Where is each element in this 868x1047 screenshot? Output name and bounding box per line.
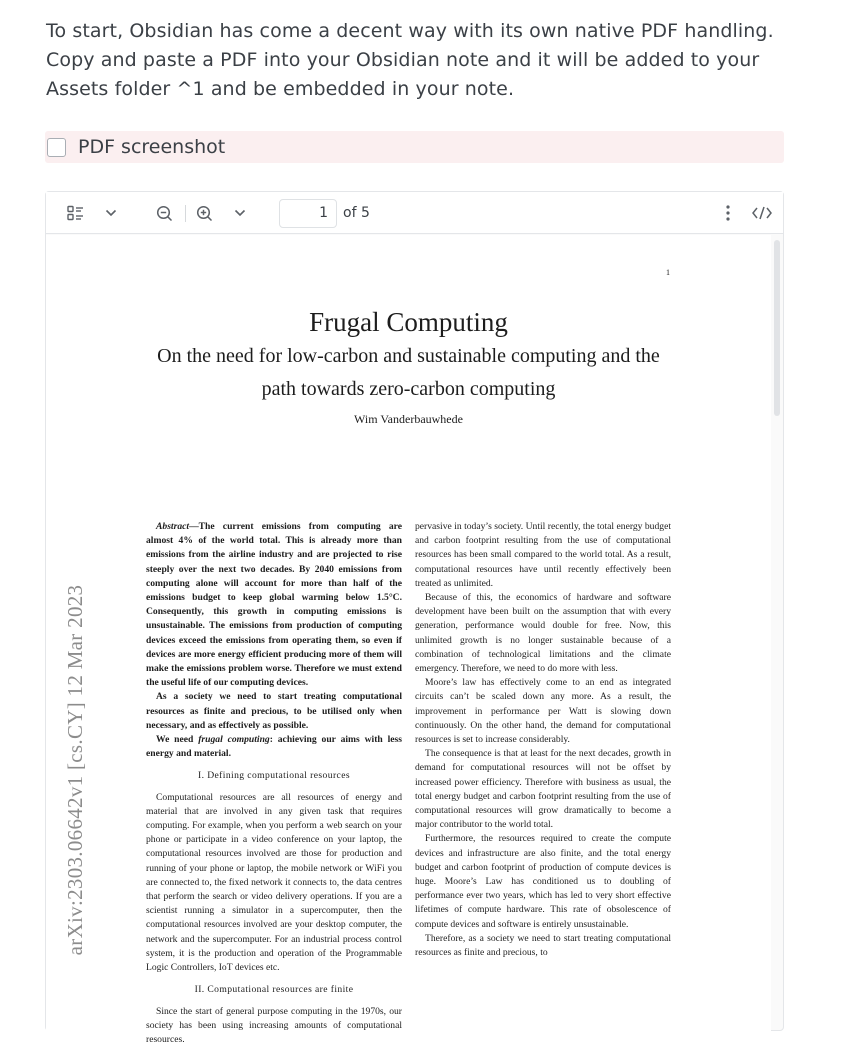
pdf-scrollbar-thumb[interactable]	[774, 240, 780, 416]
page-number-input[interactable]: 1	[279, 199, 337, 228]
toolbar-divider	[185, 205, 186, 222]
abstract-p3-end: : achieving our aims with less energy and material.	[146, 734, 402, 759]
chevron-down-icon[interactable]	[104, 203, 118, 223]
abstract-paragraph-3	[146, 733, 402, 761]
abstract-p3-emphasis: frugal computing	[198, 734, 270, 745]
abstract-paragraph	[146, 520, 402, 690]
more-vertical-icon[interactable]	[723, 203, 733, 223]
page-count-label: of 5	[343, 205, 370, 221]
abstract-paragraph-2: As a society we need to start treating computational resources as finite and precious, to be utilised only when necessary, and as effectively as possible.	[146, 690, 402, 733]
abstract-text: —The current emissions from computing are almost 4% of the world total. This is already more than emissions from the airline industry and are projected to rise steeply over the next two decades. By 2040 emissions from computing alone will account for more than half of the emissions budget to keep global warming below 1.5°C. Consequently, this growth in computing emissions is unsustainable. The emissions from production of computing devices exceed the emissions from operating them, so even if devices are more energy efficient producing more of them will make the emissions problem worse. Therefore we must extend the useful life of our computing devices.	[146, 521, 402, 688]
section1-title: I. Defining computational resources	[146, 769, 402, 783]
left-column	[146, 520, 402, 1047]
intro-paragraph: To start, Obsidian has come a decent way with its own native PDF handling. Copy and paste a PDF into your Obsidian note and it will be added to your Assets folder ^1 and be embedded in your note.	[46, 17, 806, 104]
pdf-toolbar	[46, 192, 783, 234]
abstract-label: Abstract	[156, 521, 189, 532]
task-label: PDF screenshot	[78, 136, 225, 158]
pdf-screenshot-task	[45, 131, 784, 163]
abstract-p3-start: We need	[156, 734, 198, 745]
pdf-viewer	[45, 191, 784, 1031]
arxiv-stamp: arXiv:2303.06642v1 [cs.CY] 12 Mar 2023	[63, 565, 97, 975]
zoom-chevron-down-icon[interactable]	[233, 203, 247, 223]
task-checkbox[interactable]	[47, 138, 66, 157]
pdf-page-number: 1	[666, 268, 670, 277]
right-paragraph-4: The consequence is that at least for the next decades, growth in demand for computational resources will not be offset by increased power efficiency. Therefore with business as usual, the total energy budget and carbon footprint resulting from the use of computational resources will grow dramatically to become a major contributor to the world total.	[415, 747, 671, 832]
right-paragraph-1: pervasive in today’s society. Until recently, the total energy budget and carbon footprint resulting from the use of computational resources has been small compared to the world total. As a result, computational resources have until recently effectively been treated as unlimited.	[415, 520, 671, 591]
zoom-in-icon[interactable]	[195, 203, 213, 223]
right-paragraph-6: Therefore, as a society we need to start treating computational resources as finite and precious, to	[415, 932, 671, 960]
section1-text: Computational resources are all resources of energy and material that are involved in any given task that requires computing. For example, when you perform a web search on your phone or participate in a video conference on your laptop, the computational resources involved are those for production and running of your phone or laptop, the mobile network or WiFi you are connected to, the fixed network it connects to, the data centres that perform the search or video delivery operations. If you are a scientist running a simulator in a supercomputer, then the computational resources involved are your desktop computer, the network and the supercomputer. For an industrial process control system, it is the production and operation of the Programmable Logic Controllers, IoT devices etc.	[146, 791, 402, 976]
section2-text: Since the start of general purpose computing in the 1970s, our society has been using increasing amounts of computational resources.	[146, 1005, 402, 1047]
right-paragraph-3: Moore’s law has effectively come to an end as integrated circuits can’t be scaled down any more. As a result, the improvement in performance per Watt is slowing down continuously. On the other hand, the demand for computational resources is set to increase considerably.	[415, 676, 671, 747]
sidebar-toggle-icon[interactable]	[66, 203, 84, 223]
section2-title: II. Computational resources are finite	[146, 983, 402, 997]
pdf-page	[46, 235, 771, 1035]
code-icon[interactable]	[751, 203, 773, 223]
paper-subtitle-line2: path towards zero-carbon computing	[46, 378, 771, 401]
paper-subtitle-line1: On the need for low-carbon and sustainable computing and the	[46, 345, 771, 368]
right-paragraph-2: Because of this, the economics of hardware and software development have been built on the assumption that with every generation, performance would double for free. Now, this unlimited growth is no longer sustainable because of a combination of technological limitations and the climate emergency. Therefore, we need to do more with less.	[415, 591, 671, 676]
paper-title: Frugal Computing	[46, 307, 771, 338]
paper-author: Wim Vanderbauwhede	[46, 412, 771, 427]
right-column	[415, 520, 671, 960]
zoom-out-icon[interactable]	[155, 203, 173, 223]
right-paragraph-5: Furthermore, the resources required to create the compute devices and infrastructure are also finite, and the total energy budget and carbon footprint of production of compute devices is huge. Moore’s Law has conditioned us to doubling of performance ever two years, which has led to very short effective lifetimes of compute hardware. This rate of obsolescence of compute devices and software is entirely unsustainable.	[415, 832, 671, 931]
